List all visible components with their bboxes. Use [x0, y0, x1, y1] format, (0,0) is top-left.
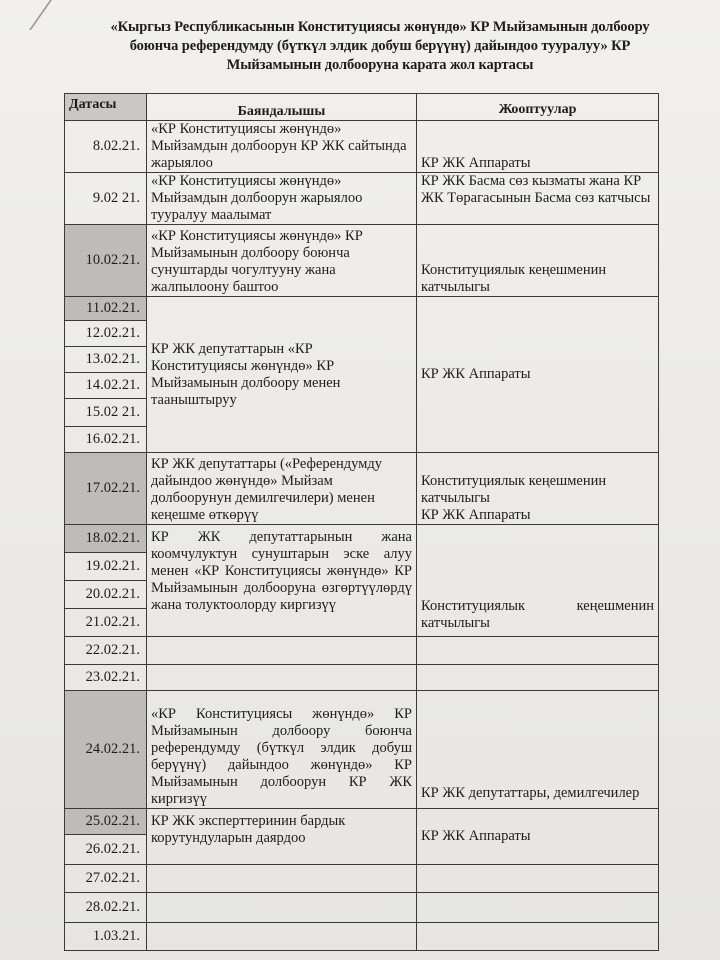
date-cell: 26.02.21. — [65, 835, 147, 865]
date-cell: 9.02 21. — [65, 173, 147, 225]
responsible-cell: КР ЖК Аппараты — [417, 121, 659, 173]
description-cell: «КР Конституциясы жөнүндө» Мыйзамдын долбоорун КР ЖК сайтында жарыялоо — [147, 121, 417, 173]
paper-fold-mark — [0, 0, 52, 30]
date-cell: 23.02.21. — [65, 665, 147, 691]
responsible-cell — [417, 893, 659, 923]
responsible-cell — [417, 665, 659, 691]
date-cell: 14.02.21. — [65, 373, 147, 399]
description-cell: «КР Конституциясы жөнүндө» КР Мыйзамынын долбоору боюнча референдумду (бүткүл элдик добуш берүүнү) дайындоо жөнүндө» КР Мыйзамынын долбоорун КР ЖК киргизүү — [147, 691, 417, 809]
header-responsible: Жооптуулар — [417, 94, 659, 121]
header-row — [65, 94, 659, 121]
date-cell: 21.02.21. — [65, 609, 147, 637]
header-date: Датасы — [65, 94, 147, 121]
table-row — [65, 923, 659, 951]
description-cell: «КР Конституциясы жөнүндө» КР Мыйзамынын долбоору боюнча сунуштарды чогултууну жана жалпылоону баштоо — [147, 225, 417, 297]
description-cell — [147, 665, 417, 691]
date-cell: 28.02.21. — [65, 893, 147, 923]
table-row — [65, 893, 659, 923]
title-line-1: «Кыргыз Республикасынын Конституциясы жөнүндө» КР Мыйзамынын долбоору — [110, 19, 650, 35]
date-cell: 1.03.21. — [65, 923, 147, 951]
date-cell: 12.02.21. — [65, 321, 147, 347]
description-cell: КР ЖК эксперттеринин бардык корутундуларын даярдоо — [147, 809, 417, 865]
date-cell: 19.02.21. — [65, 553, 147, 581]
table-row — [65, 121, 659, 173]
description-cell: КР ЖК депутаттарын «КР Конституциясы жөнүндө» КР Мыйзамынын долбоору менен тааныштыруу — [147, 297, 417, 453]
table-row — [65, 865, 659, 893]
date-cell: 10.02.21. — [65, 225, 147, 297]
responsible-cell: КР ЖК депутаттары, демилгечилер — [417, 691, 659, 809]
date-cell: 18.02.21. — [65, 525, 147, 553]
title-line-3: Мыйзамынын долбооруна карата жол картасы — [226, 57, 534, 73]
date-cell: 24.02.21. — [65, 691, 147, 809]
responsible-line: Конституциялык кеңешменин катчылыгы — [421, 473, 607, 506]
date-cell: 11.02.21. — [65, 297, 147, 321]
responsible-cell — [417, 453, 659, 525]
table-row — [65, 173, 659, 225]
table-row — [65, 665, 659, 691]
description-cell — [147, 865, 417, 893]
table-row — [65, 453, 659, 525]
description-cell: КР ЖК депутаттары («Референдумду дайындоо жөнүндө» Мыйзам долбоорунун демилгечилери) менен кеңешме өткөрүү — [147, 453, 417, 525]
date-cell: 25.02.21. — [65, 809, 147, 835]
date-cell: 17.02.21. — [65, 453, 147, 525]
title-line-2: боюнча референдумду (бүткүл элдик добуш берүүнү) дайындоо тууралуу» КР — [129, 38, 631, 54]
roadmap-table — [64, 93, 659, 951]
responsible-cell: КР ЖК Аппараты — [417, 297, 659, 453]
responsible-cell: КР ЖК Аппараты — [417, 809, 659, 865]
description-cell — [147, 923, 417, 951]
date-cell: 20.02.21. — [65, 581, 147, 609]
date-cell: 13.02.21. — [65, 347, 147, 373]
responsible-cell — [417, 637, 659, 665]
responsible-line: КР ЖК Аппараты — [421, 507, 531, 523]
responsible-cell: КР ЖК Басма сөз кызматы жана КР ЖК Төрагасынын Басма сөз катчысы — [417, 173, 659, 225]
table-row — [65, 637, 659, 665]
table-row — [65, 809, 659, 835]
table-row — [65, 525, 659, 553]
document-title — [70, 18, 690, 75]
description-cell: «КР Конституциясы жөнүндө» Мыйзамдын долбоорун жарыялоо тууралуу маалымат — [147, 173, 417, 225]
responsible-cell: Конституциялык кеңешменин катчылыгы — [417, 525, 659, 637]
responsible-cell — [417, 865, 659, 893]
description-cell: КР ЖК депутаттарынын жана коомчулуктун сунуштарын эске алуу менен «КР Конституциясы жөнүндө» КР Мыйзамынын долбооруна өзгөртүүлөрдү жана толуктоолорду киргизүү — [147, 525, 417, 637]
responsible-cell: Конституциялык кеңешменин катчылыгы — [417, 225, 659, 297]
responsible-cell — [417, 923, 659, 951]
description-cell — [147, 637, 417, 665]
table-row — [65, 691, 659, 809]
header-description: Баяндалышы — [147, 94, 417, 121]
date-cell: 22.02.21. — [65, 637, 147, 665]
table-row — [65, 297, 659, 321]
date-cell: 8.02.21. — [65, 121, 147, 173]
date-cell: 15.02 21. — [65, 399, 147, 427]
date-cell: 16.02.21. — [65, 427, 147, 453]
description-cell — [147, 893, 417, 923]
table-row — [65, 225, 659, 297]
date-cell: 27.02.21. — [65, 865, 147, 893]
